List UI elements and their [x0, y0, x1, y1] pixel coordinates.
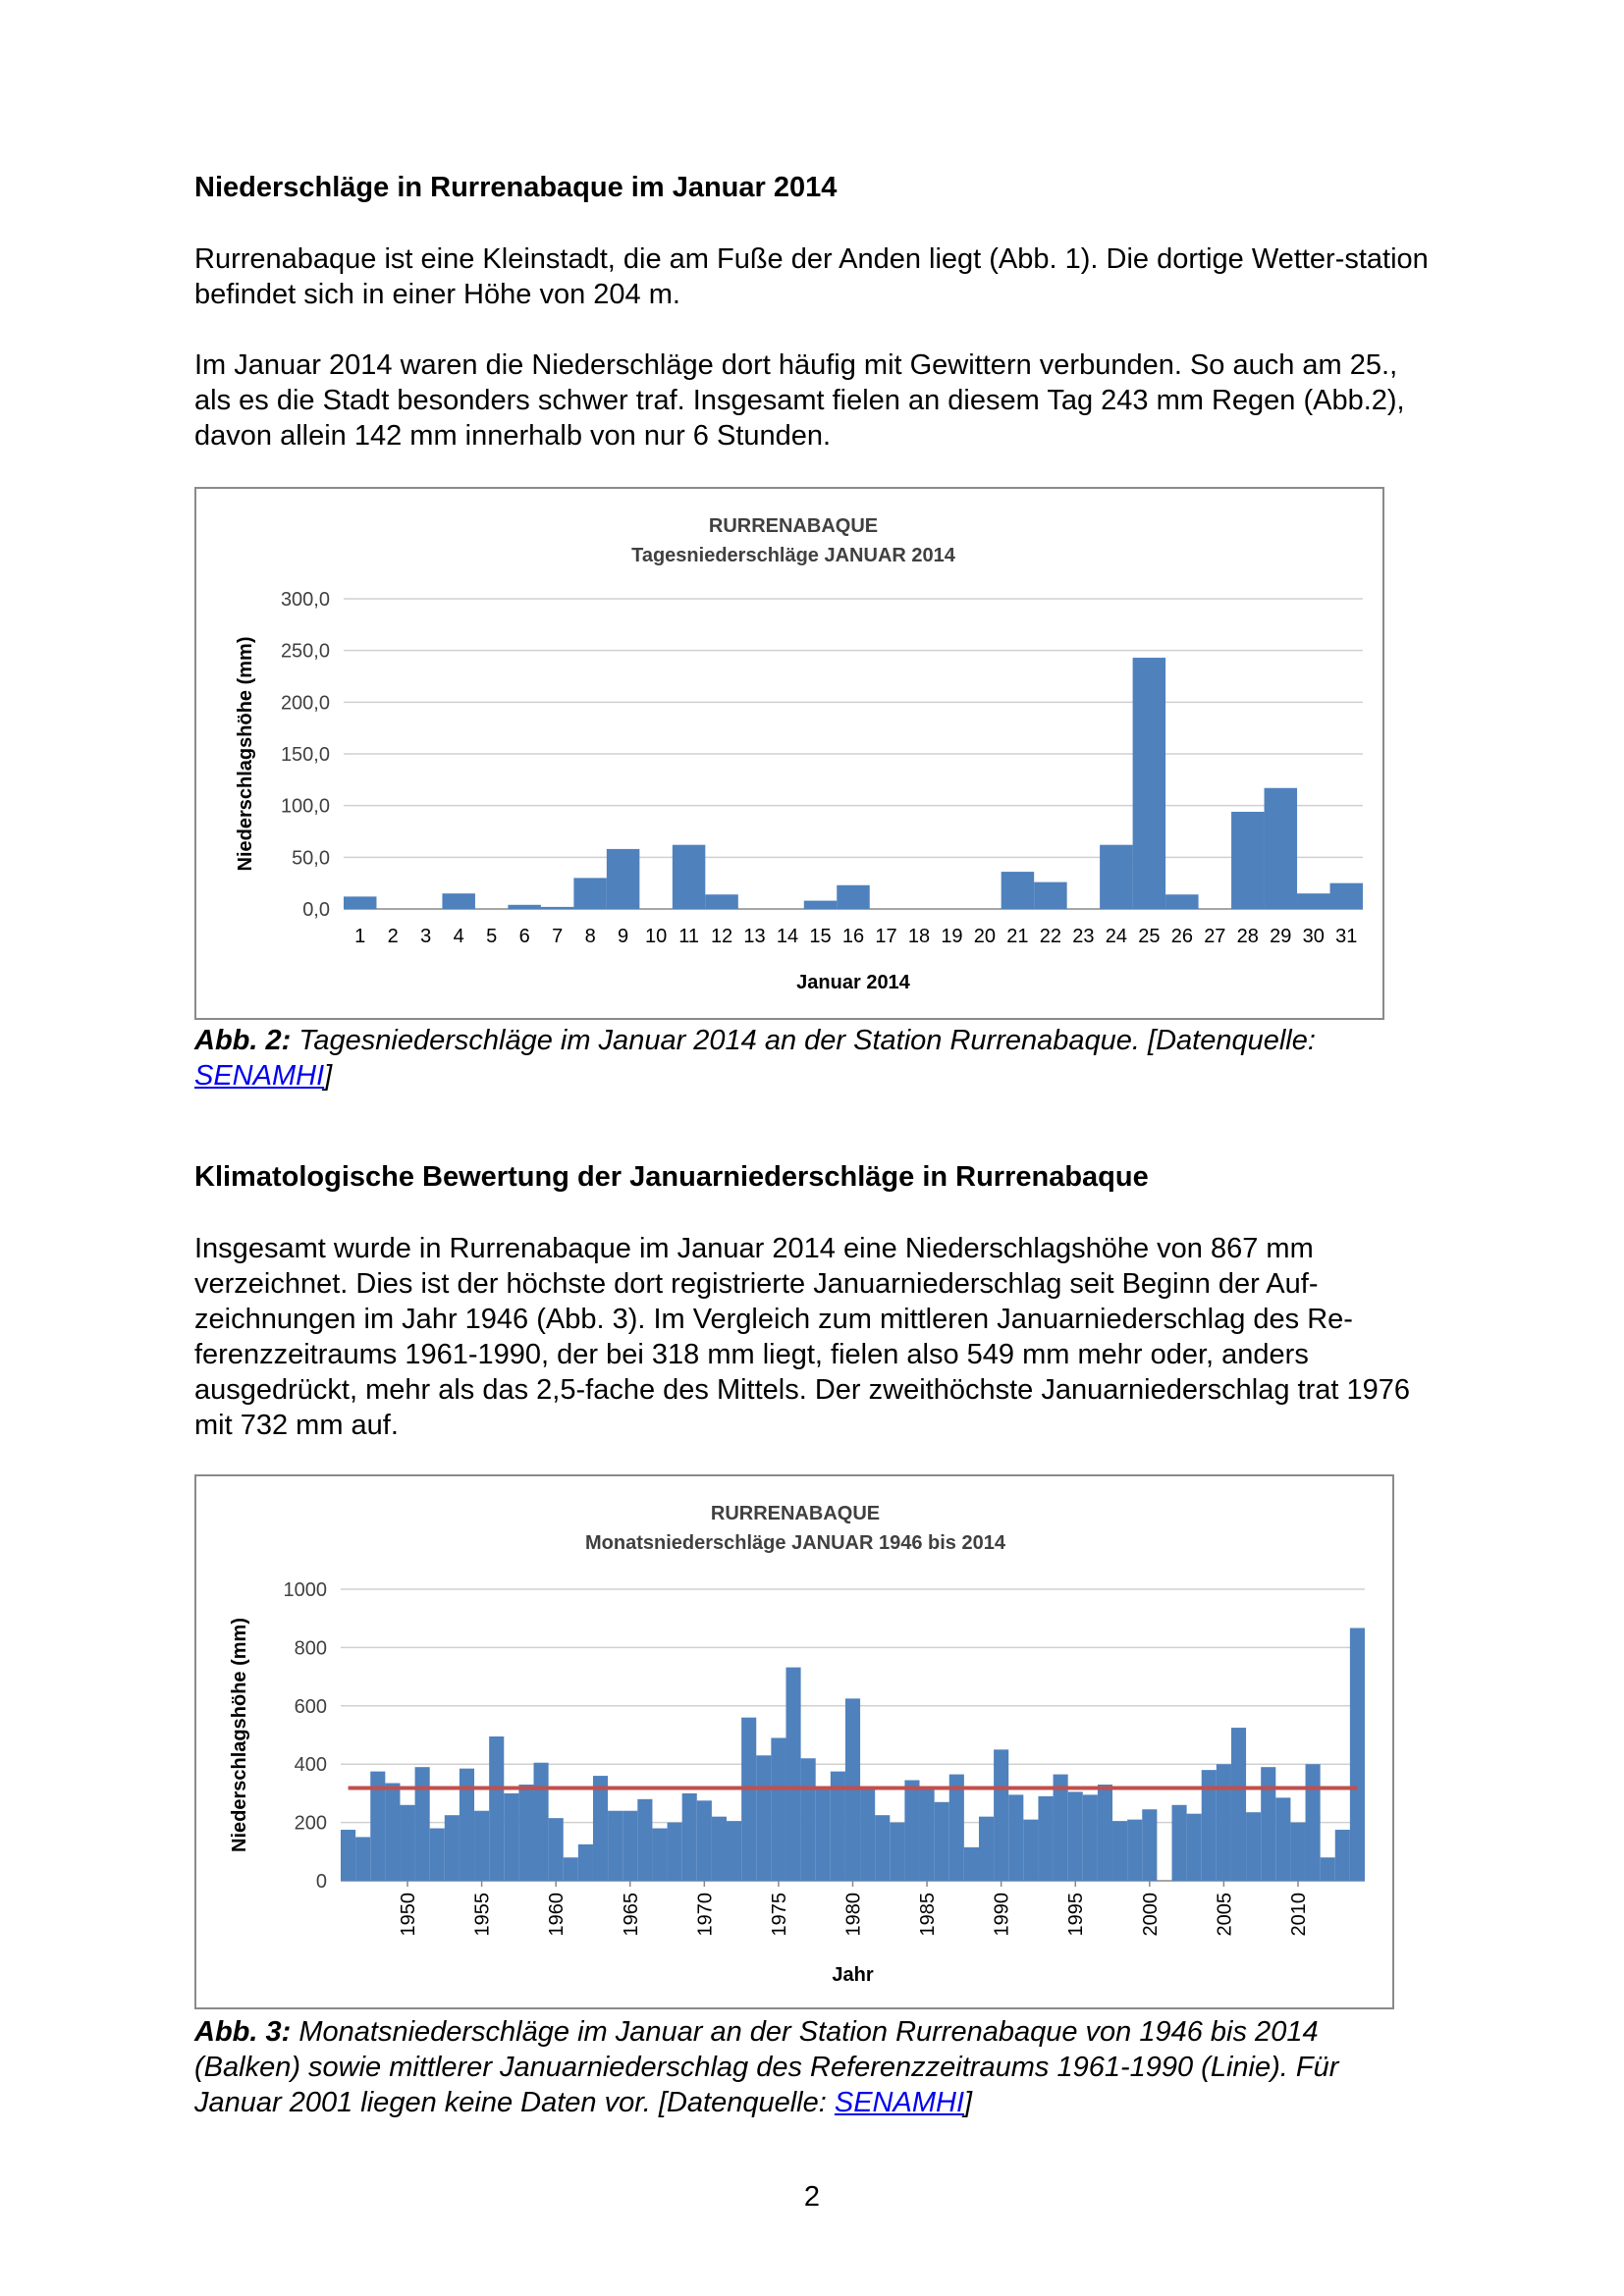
bar [771, 1737, 785, 1881]
bar [994, 1749, 1008, 1881]
y-tick-label: 0 [315, 1871, 327, 1893]
x-tick-label: 1975 [768, 1893, 790, 1937]
bar [341, 1830, 355, 1881]
x-tick-label: 26 [1170, 926, 1193, 947]
x-tick-label: 1985 [917, 1893, 940, 1937]
bar [860, 1789, 875, 1881]
bar [1350, 1629, 1365, 1881]
bar [890, 1823, 904, 1881]
bar [1023, 1820, 1038, 1881]
x-tick-label: 29 [1270, 926, 1292, 947]
bar [682, 1793, 697, 1881]
x-tick-label: 15 [809, 926, 832, 947]
bar [1133, 658, 1165, 909]
bar [1265, 788, 1297, 909]
bar [1246, 1812, 1261, 1881]
chart-svg-2 [196, 1476, 1392, 2007]
bar [1142, 1809, 1157, 1881]
bar [385, 1784, 400, 1881]
bar [534, 1763, 549, 1881]
x-tick-label: 1990 [991, 1893, 1013, 1937]
bar [593, 1776, 608, 1881]
bar [608, 1811, 623, 1881]
bar [1165, 894, 1198, 909]
bar [652, 1829, 667, 1881]
figure-2-caption [194, 1023, 1432, 1094]
x-tick-label: 5 [486, 926, 498, 947]
bar [607, 849, 639, 909]
monthly-precipitation-chart [194, 1474, 1394, 2009]
bar [474, 1811, 489, 1881]
bar [442, 893, 474, 909]
senamhi-link-figure-3[interactable]: SENAMHI [834, 2087, 965, 2118]
chart-svg-1 [196, 489, 1382, 1018]
x-tick-label: 2 [387, 926, 399, 947]
y-tick-label: 600 [294, 1695, 327, 1718]
bar [949, 1775, 964, 1881]
bar [1100, 845, 1132, 909]
bar [712, 1817, 727, 1881]
x-tick-label: 18 [907, 926, 931, 947]
y-tick-label: 50,0 [292, 847, 330, 870]
chart-title: RURRENABAQUE [710, 1503, 881, 1524]
x-tick-label: 23 [1072, 926, 1095, 947]
y-tick-label: 150,0 [280, 744, 330, 766]
bar [1231, 812, 1264, 909]
figure-2-caption-close: ] [324, 1060, 333, 1092]
bar [1261, 1767, 1275, 1881]
x-tick-label: 1960 [546, 1893, 568, 1937]
x-tick-label: 31 [1335, 926, 1358, 947]
bar [1321, 1857, 1335, 1881]
figure-3-caption-text: Monatsniederschläge im Januar an der Station Rurrenabaque von 1946 bis 2014 (Balken) sowie mittlerer Januarniederschlag des Referenzzeitraums 1961-1990 (Linie). Für Januar 2001 liegen keine Daten vor. [Datenquelle: [194, 2016, 1339, 2118]
bar [518, 1785, 533, 1881]
bar [1034, 882, 1066, 909]
bar [1054, 1775, 1068, 1881]
x-tick-label: 2005 [1214, 1893, 1236, 1937]
bar [460, 1769, 474, 1881]
bar [673, 845, 705, 909]
x-tick-label: 1980 [842, 1893, 865, 1937]
x-tick-label: 19 [941, 926, 963, 947]
bar [1008, 1794, 1023, 1881]
bar [705, 894, 737, 909]
x-axis-label: Januar 2014 [796, 972, 910, 993]
figure-3-caption-close: ] [964, 2087, 973, 2118]
x-tick-label: 1995 [1065, 1893, 1088, 1937]
chart-title: RURRENABAQUE [708, 515, 879, 537]
bar [1098, 1785, 1112, 1881]
bar [541, 907, 573, 909]
bar [837, 885, 869, 909]
section-heading-climatology: Klimatologische Bewertung der Januarniederschläge in Rurrenabaque [194, 1161, 1149, 1193]
climatology-paragraph: Insgesamt wurde in Rurrenabaque im Januar 2014 eine Niederschlagshöhe von 867 mm verzeichnet. Dies ist der höchste dort registrierte Januarniederschlag seit Beginn der Auf-zeichnungen im Jahr 1946 (Abb. 3). Im Vergleich zum mittleren Januarniederschlag des Re-ferenzzeitraums 1961-1990, der bei 318 mm liegt, fielen also 549 mm mehr oder, anders ausgedrückt, mehr als das 2,5-fache des Mittels. Der zweithöchste Januarniederschlag trat 1976 mit 732 mm auf. [194, 1233, 1410, 1441]
bar [741, 1718, 756, 1881]
bar [979, 1817, 994, 1881]
bar [1217, 1764, 1231, 1881]
bar [756, 1755, 771, 1881]
y-tick-label: 300,0 [280, 589, 330, 611]
x-tick-label: 11 [678, 926, 699, 947]
x-tick-label: 10 [644, 926, 668, 947]
y-axis-label: Niederschlagshöhe (mm) [235, 636, 256, 872]
bar [415, 1767, 430, 1881]
bar [508, 905, 540, 909]
bar [1001, 872, 1034, 909]
bar [816, 1788, 831, 1881]
chart-subtitle: Monatsniederschläge JANUAR 1946 bis 2014 [585, 1532, 1005, 1554]
bar [804, 901, 837, 909]
x-tick-label: 1950 [398, 1893, 420, 1937]
bar [1306, 1764, 1321, 1881]
x-tick-label: 13 [743, 926, 766, 947]
x-tick-label: 1955 [471, 1893, 494, 1937]
bar [697, 1800, 712, 1881]
bar [935, 1802, 949, 1881]
y-tick-label: 1000 [283, 1579, 327, 1601]
y-tick-label: 0,0 [302, 899, 330, 921]
x-tick-label: 8 [584, 926, 596, 947]
y-axis-label: Niederschlagshöhe (mm) [229, 1618, 250, 1852]
bar [1171, 1805, 1186, 1881]
bar [400, 1805, 414, 1881]
bar [1112, 1821, 1127, 1881]
x-tick-label: 27 [1204, 926, 1226, 947]
y-tick-label: 200 [294, 1812, 327, 1835]
bar [1068, 1791, 1083, 1881]
x-axis-label: Jahr [832, 1964, 874, 1986]
bar [1231, 1728, 1246, 1881]
x-tick-label: 21 [1006, 926, 1029, 947]
bar [489, 1736, 504, 1881]
x-tick-label: 6 [518, 926, 530, 947]
bar [1083, 1794, 1098, 1881]
figure-2-label: Abb. 2: [194, 1025, 292, 1056]
bar [549, 1818, 564, 1881]
intro-paragraph: Rurrenabaque ist eine Kleinstadt, die am Fuße der Anden liegt (Abb. 1). Die dortige Wetter-station befindet sich in einer Höhe von 204 m. [194, 243, 1429, 310]
x-tick-label: 2010 [1287, 1893, 1310, 1937]
bar [623, 1811, 637, 1881]
bar [430, 1829, 445, 1881]
bar [904, 1781, 919, 1881]
bar [727, 1821, 741, 1881]
x-tick-label: 28 [1236, 926, 1259, 947]
bar [445, 1815, 460, 1881]
x-tick-label: 14 [776, 926, 799, 947]
y-tick-label: 800 [294, 1637, 327, 1660]
y-tick-label: 250,0 [280, 640, 330, 663]
bar [344, 896, 376, 909]
thunderstorm-paragraph: Im Januar 2014 waren die Niederschläge dort häufig mit Gewittern verbunden. So auch am 25., als es die Stadt besonders schwer traf. Insgesamt fielen an diesem Tag 243 mm Regen (Abb.2), davon allein 142 mm innerhalb von nur 6 Stunden. [194, 349, 1405, 452]
bar [578, 1844, 593, 1881]
bar [355, 1837, 370, 1881]
x-tick-label: 4 [453, 926, 464, 947]
x-tick-label: 20 [973, 926, 997, 947]
x-tick-label: 3 [420, 926, 432, 947]
x-tick-label: 1965 [620, 1893, 642, 1937]
figure-3-label: Abb. 3: [194, 2016, 292, 2048]
page-number: 2 [803, 2181, 821, 2213]
bar [1127, 1820, 1142, 1881]
x-tick-label: 22 [1039, 926, 1062, 947]
y-tick-label: 200,0 [280, 692, 330, 715]
bar [785, 1668, 800, 1881]
y-tick-label: 400 [294, 1754, 327, 1777]
x-tick-label: 30 [1302, 926, 1325, 947]
x-tick-label: 1 [354, 926, 366, 947]
section-heading-january-2014: Niederschläge in Rurrenabaque im Januar 2014 [194, 172, 838, 203]
bar [504, 1793, 518, 1881]
figure-2-caption-text: Tagesniederschläge im Januar 2014 an der Station Rurrenabaque. [Datenquelle: [291, 1025, 1316, 1056]
x-tick-label: 16 [841, 926, 865, 947]
bar [964, 1847, 979, 1881]
chart-subtitle: Tagesniederschläge JANUAR 2014 [631, 545, 955, 566]
bar [1038, 1796, 1053, 1881]
bar [668, 1823, 682, 1881]
figure-3-caption [194, 2014, 1432, 2120]
y-tick-label: 100,0 [280, 795, 330, 818]
bar [801, 1758, 816, 1881]
x-tick-label: 25 [1138, 926, 1161, 947]
bar [1335, 1830, 1350, 1881]
daily-precipitation-chart [194, 487, 1384, 1020]
x-tick-label: 1970 [694, 1893, 717, 1937]
bar [637, 1799, 652, 1881]
x-tick-label: 2000 [1139, 1893, 1162, 1937]
x-tick-label: 7 [552, 926, 564, 947]
bar [875, 1815, 890, 1881]
bar [564, 1857, 578, 1881]
senamhi-link-figure-2[interactable]: SENAMHI [194, 1060, 325, 1092]
bar [1187, 1814, 1202, 1881]
bar [1290, 1823, 1305, 1881]
bar [1297, 893, 1329, 909]
bar [573, 878, 606, 909]
bar [1330, 883, 1363, 909]
x-tick-label: 17 [875, 926, 897, 947]
x-tick-label: 24 [1105, 926, 1127, 947]
bar [1275, 1797, 1290, 1881]
bar [920, 1788, 935, 1881]
x-tick-label: 12 [710, 926, 733, 947]
x-tick-label: 9 [618, 926, 629, 947]
